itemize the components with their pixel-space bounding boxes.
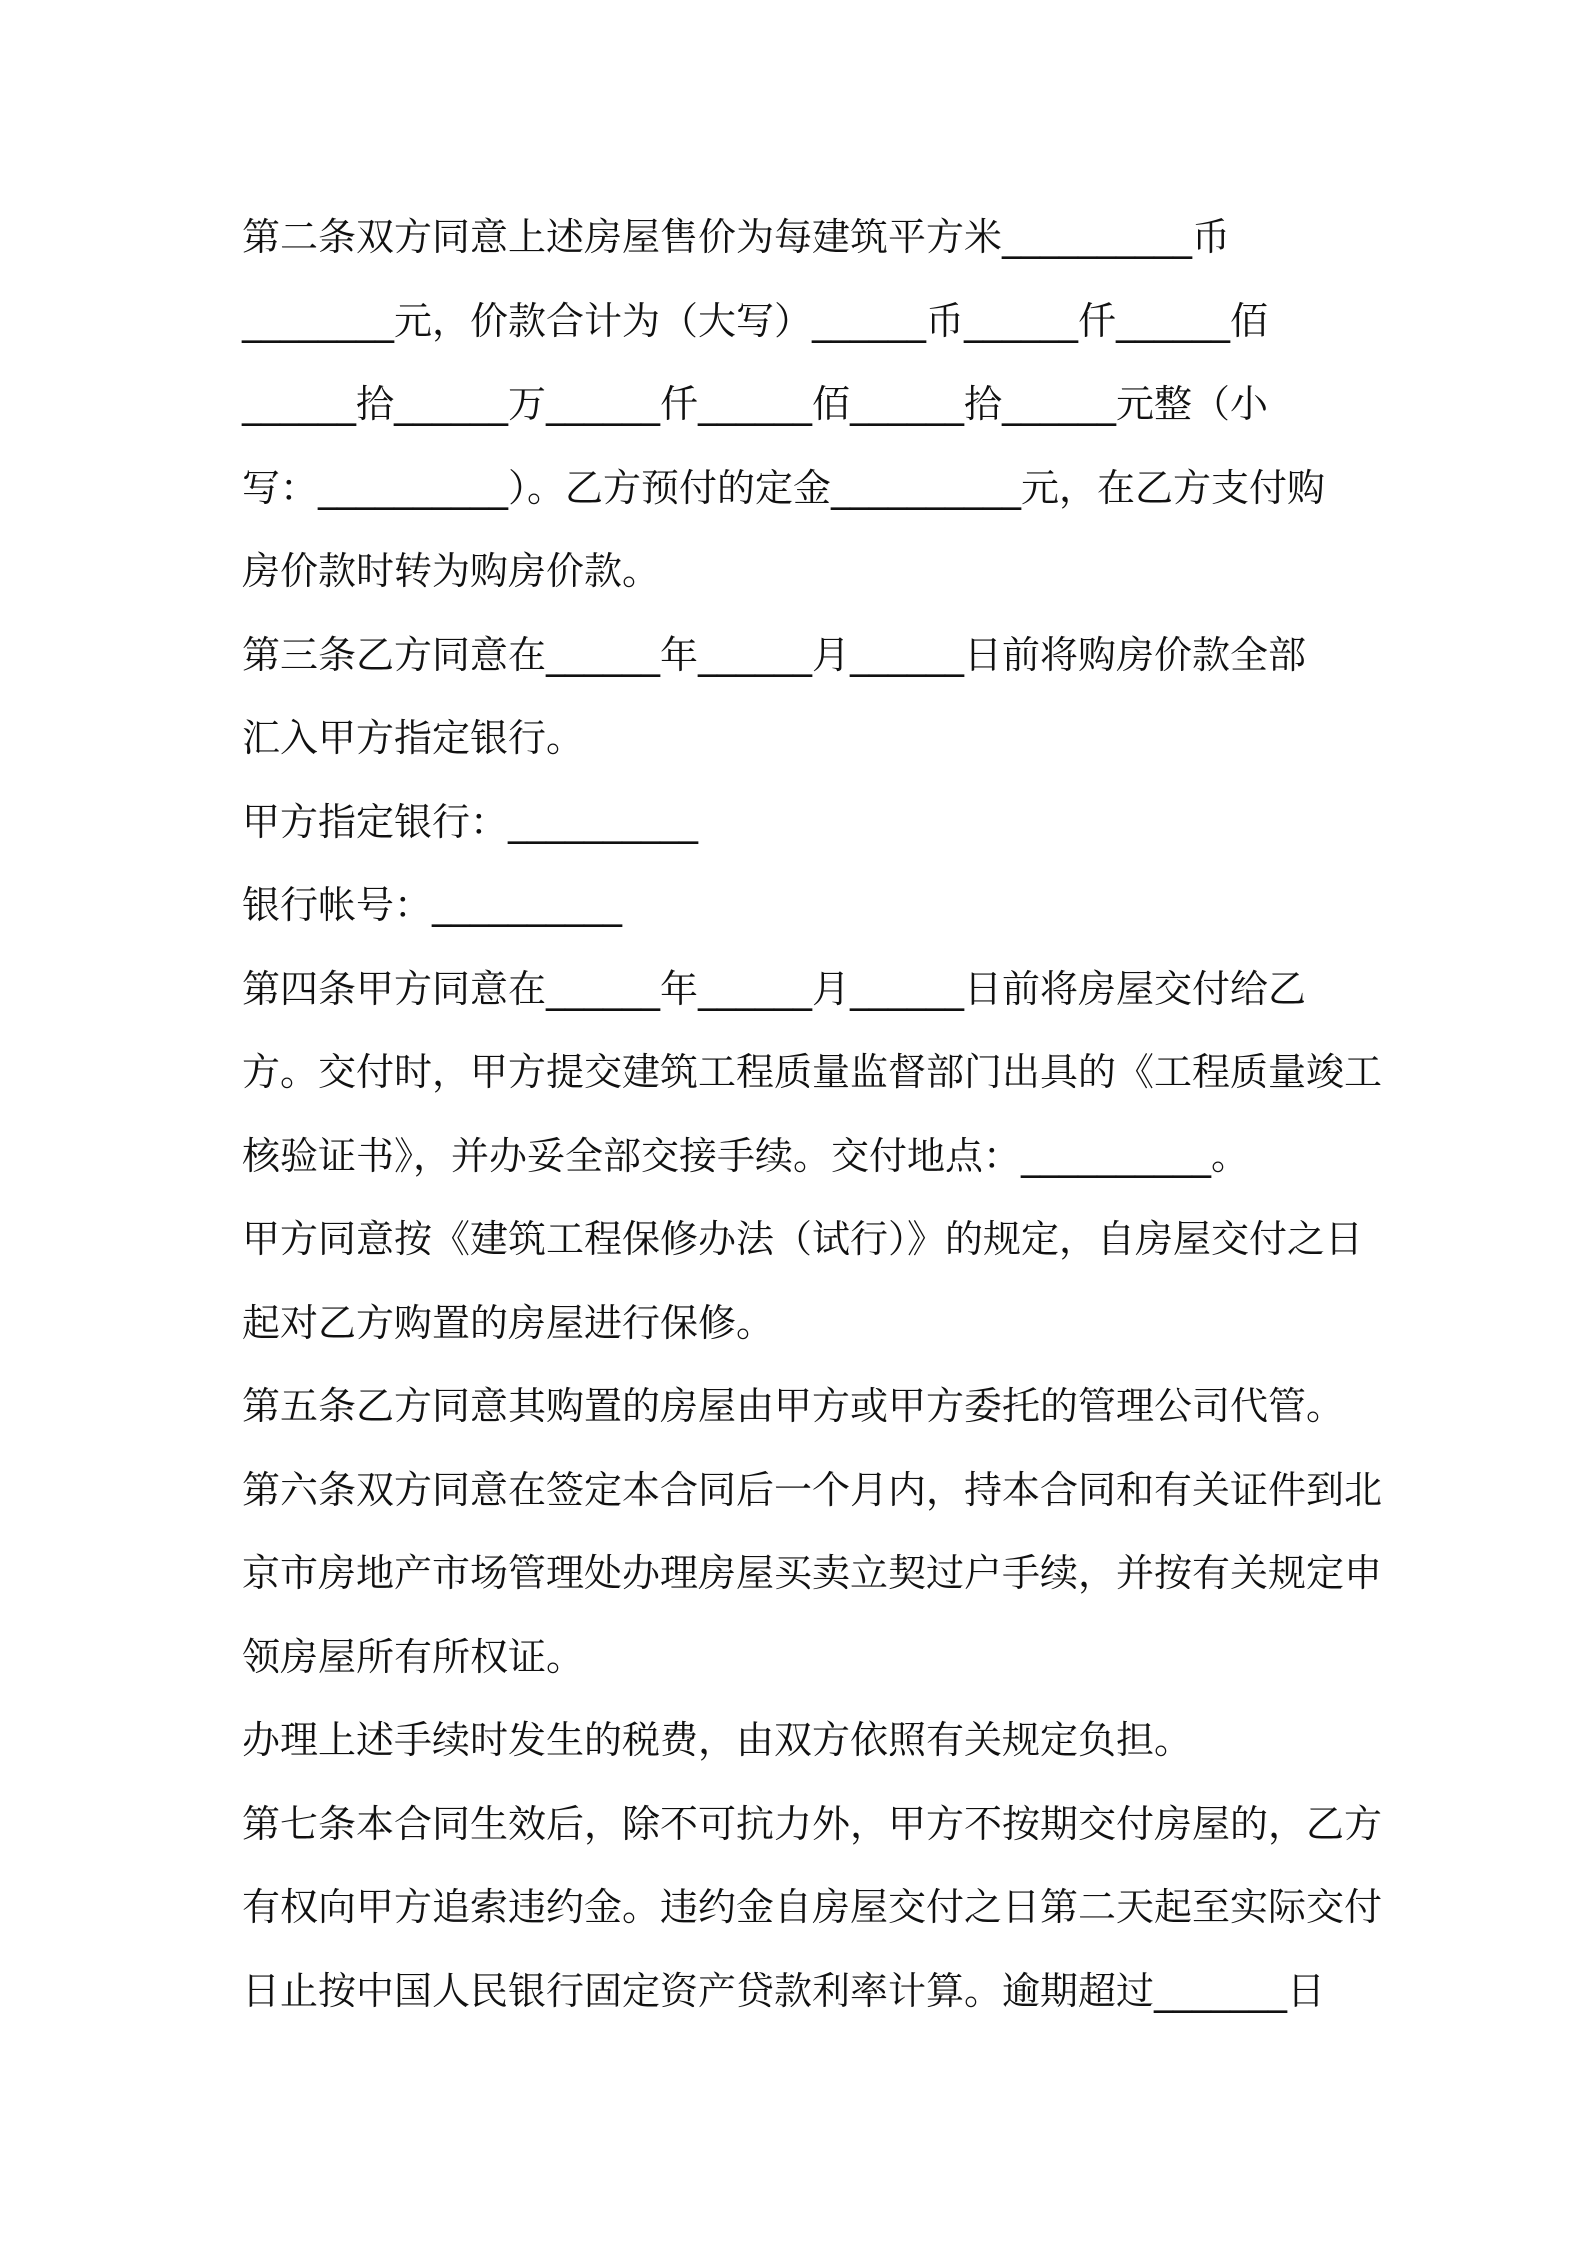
text-line: 写：__________）。乙方预付的定金__________元，在乙方支付购 xyxy=(242,465,1326,510)
text-line: 京市房地产市场管理处办理房屋买卖立契过户手续，并按有关规定申 xyxy=(242,1551,1383,1595)
text-line: 有权向甲方追索违约金。违约金自房屋交付之日第二天起至实际交付 xyxy=(242,1885,1383,1929)
text-line: 第七条本合同生效后，除不可抗力外，甲方不按期交付房屋的，乙方 xyxy=(242,1801,1383,1846)
text-line: 汇入甲方指定银行。 xyxy=(242,716,585,760)
text-line: 第五条乙方同意其购置的房屋由甲方或甲方委托的管理公司代管。 xyxy=(242,1384,1345,1428)
text-line: 房价款时转为购房价款。 xyxy=(242,549,661,593)
text-line: ______拾______万______仟______佰______拾______元整（小 xyxy=(242,382,1269,426)
text-line: 甲方同意按《建筑工程保修办法（试行）》的规定，自房屋交付之日 xyxy=(242,1217,1364,1261)
text-line: 第二条双方同意上述房屋售价为每建筑平方米__________币 xyxy=(242,215,1231,259)
text-line: 甲方指定银行：__________ xyxy=(242,799,699,844)
text-line: 第六条双方同意在签定本合同后一个月内，持本合同和有关证件到北 xyxy=(242,1467,1383,1512)
text-line: 办理上述手续时发生的税费，由双方依照有关规定负担。 xyxy=(242,1718,1193,1762)
text-line: 银行帐号：__________ xyxy=(242,883,623,927)
text-line: 第四条甲方同意在______年______月______日前将房屋交付给乙 xyxy=(242,966,1307,1011)
text-line: 第三条乙方同意在______年______月______日前将购房价款全部 xyxy=(242,632,1307,677)
text-line: 领房屋所有所权证。 xyxy=(242,1634,585,1679)
text-line: 起对乙方购置的房屋进行保修。 xyxy=(242,1300,775,1345)
contract-text xyxy=(242,196,1383,2033)
text-line: ________元，价款合计为（大写）______币______仟______佰 xyxy=(242,298,1269,343)
text-line: 日止按中国人民银行固定资产贷款利率计算。逾期超过_______日 xyxy=(242,1968,1326,2013)
text-line: 方。交付时，甲方提交建筑工程质量监督部门出具的《工程质量竣工 xyxy=(242,1050,1383,1094)
text-line: 核验证书》，并办妥全部交接手续。交付地点：__________。 xyxy=(242,1133,1250,1178)
